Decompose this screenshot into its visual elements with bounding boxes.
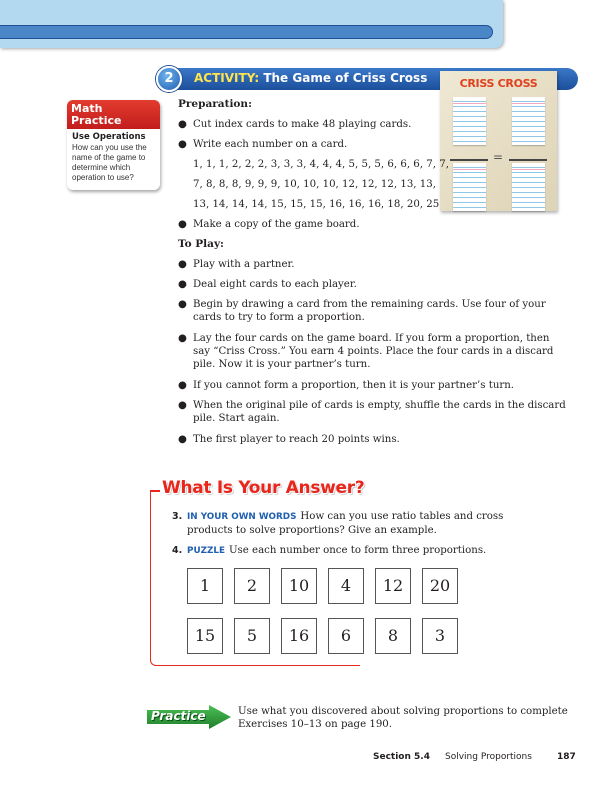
bullet-icon: ● xyxy=(178,400,187,411)
bullet-icon: ● xyxy=(178,279,187,290)
question-number: 4. xyxy=(172,545,183,556)
number-tile: 3 xyxy=(422,618,458,654)
bullet-icon: ● xyxy=(178,119,187,130)
question-keyword: IN YOUR OWN WORDS xyxy=(187,512,297,522)
equals-sign: = xyxy=(493,150,504,164)
practice-label: Practice xyxy=(151,709,206,723)
activity-title xyxy=(194,71,427,85)
number-tile: 10 xyxy=(281,568,317,604)
top-banner-bar xyxy=(0,25,493,39)
preparation-bullet xyxy=(178,118,568,131)
activity-number-badge: 2 xyxy=(156,66,182,92)
question-keyword: PUZZLE xyxy=(187,546,225,556)
bullet-text: Begin by drawing a card from the remaining cards. Use four of your cards to try to form a proportion. xyxy=(193,299,546,323)
activity-label: ACTIVITY: xyxy=(194,71,260,85)
bullet-text: Play with a partner. xyxy=(193,259,295,270)
math-practice-body: How can you use the name of the game to determine which operation to use? xyxy=(72,143,147,182)
question-number: 3. xyxy=(172,511,183,522)
top-banner xyxy=(0,0,503,48)
bullet-icon: ● xyxy=(178,139,187,150)
activity-title-text: The Game of Criss Cross xyxy=(263,71,428,85)
bullet-text: Deal eight cards to each player. xyxy=(193,279,357,290)
card-bottom-left-icon xyxy=(453,163,486,211)
to-play-bullet xyxy=(178,332,568,371)
question-4 xyxy=(172,544,512,558)
number-tile: 15 xyxy=(187,618,223,654)
bullet-icon: ● xyxy=(178,219,187,230)
number-tile: 5 xyxy=(234,618,270,654)
practice-text: Use what you discovered about solving proportions to complete Exercises 10–13 on page 190. xyxy=(238,706,568,730)
question-3 xyxy=(172,510,512,537)
page-number: 187 xyxy=(557,752,576,762)
to-play-bullet xyxy=(178,433,568,446)
fraction-bar-left xyxy=(450,159,488,161)
number-tile: 1 xyxy=(187,568,223,604)
answer-section-frame-top xyxy=(150,490,160,492)
bullet-text: Lay the four cards on the game board. If you form a proportion, then say “Criss Cross.” You earn 4 points. Place the four cards in a discard pile. Now it is your partner’s turn. xyxy=(193,333,554,370)
bullet-icon: ● xyxy=(178,380,187,391)
number-tile: 6 xyxy=(328,618,364,654)
preparation-bullet xyxy=(178,218,568,231)
bullet-icon: ● xyxy=(178,299,187,310)
fraction-bar-right xyxy=(509,159,547,161)
to-play-bullet xyxy=(178,298,568,324)
math-practice-box xyxy=(67,100,160,190)
math-practice-header-line2: Practice xyxy=(71,114,122,127)
bullet-text: When the original pile of cards is empty, shuffle the cards in the discard pile. Start again. xyxy=(193,400,566,424)
number-tile: 12 xyxy=(375,568,411,604)
footer-section: Section 5.4 xyxy=(373,752,430,762)
bullet-text: Write each number on a card. xyxy=(193,139,348,150)
math-practice-header xyxy=(67,100,160,129)
preparation-bullet xyxy=(178,138,568,151)
card-numbers-line: 1, 1, 1, 2, 2, 2, 3, 3, 3, 4, 4, 4, 5, 5, 5, 6, 6, 6, 7, 7, xyxy=(193,159,449,170)
to-play-bullet xyxy=(178,379,568,392)
footer-title: Solving Proportions xyxy=(445,752,532,762)
bullet-text: The first player to reach 20 points wins. xyxy=(193,434,400,445)
game-board-title: CRISS CROSS xyxy=(459,77,538,90)
answer-section-title: What Is Your Answer? xyxy=(162,478,365,498)
math-practice-subtitle: Use Operations xyxy=(72,132,146,142)
bullet-text: Cut index cards to make 48 playing cards. xyxy=(193,119,412,130)
to-play-heading: To Play: xyxy=(178,238,224,250)
number-tile: 4 xyxy=(328,568,364,604)
number-tile: 2 xyxy=(234,568,270,604)
bullet-icon: ● xyxy=(178,434,187,445)
card-bottom-right-icon xyxy=(512,163,545,211)
number-tile: 16 xyxy=(281,618,317,654)
bullet-icon: ● xyxy=(178,333,187,344)
to-play-bullet xyxy=(178,399,568,425)
preparation-heading: Preparation: xyxy=(178,98,252,110)
card-numbers-line: 13, 14, 14, 14, 15, 15, 15, 16, 16, 16, 18, 20, 25 xyxy=(193,199,440,210)
answer-section-underline xyxy=(158,665,358,667)
bullet-text: If you cannot form a proportion, then it is your partner’s turn. xyxy=(193,380,515,391)
question-text: How can you use ratio tables and cross products to solve proportions? Give an example. xyxy=(187,511,504,536)
bullet-text: Make a copy of the game board. xyxy=(193,219,360,230)
number-tile: 8 xyxy=(375,618,411,654)
card-numbers-line: 7, 8, 8, 8, 9, 9, 9, 10, 10, 10, 12, 12, 12, 13, 13, xyxy=(193,179,436,190)
to-play-bullet xyxy=(178,278,568,291)
question-text: Use each number once to form three proportions. xyxy=(228,545,487,556)
number-tile: 20 xyxy=(422,568,458,604)
math-practice-header-line1: Math xyxy=(71,102,103,115)
bullet-icon: ● xyxy=(178,259,187,270)
to-play-bullet xyxy=(178,258,568,271)
